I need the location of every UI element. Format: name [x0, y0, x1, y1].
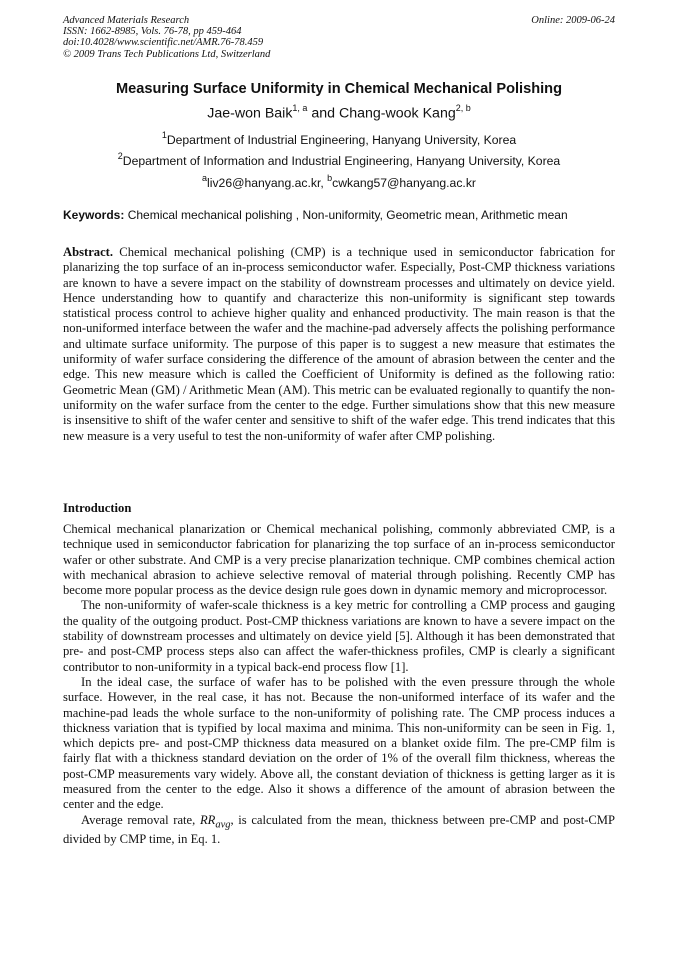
email-marker: b [327, 173, 333, 183]
affiliation-text: Department of Information and Industrial Engineering, Hanyang University, Korea [122, 154, 561, 169]
abstract [63, 245, 615, 444]
math-subscript: avg [215, 819, 231, 831]
paper-title: Measuring Surface Uniformity in Chemical Mechanical Polishing [115, 81, 563, 97]
keywords-label: Keywords: [63, 208, 125, 222]
math-variable: RR [199, 812, 216, 827]
author-emails [0, 174, 678, 190]
paragraph: The non-uniformity of wafer-scale thickness is a key metric for controlling a CMP process and gauging the quality of the outgoing product. Post-CMP thickness variations are known to have a severe impact on the stability of downstream processes and ultimately on device yield [5]. Although it has been demonstrated that pre- and post-CMP process steps also can affect the wafer-thickness profiles, CMP is clearly a significant contributor to non-uniformity in a typical back-end process flow [1]. [63, 598, 615, 674]
author-connector: and [307, 105, 339, 122]
affiliation-1 [0, 131, 678, 147]
author-superscript: 1, a [292, 103, 308, 113]
online-date: Online: 2009-06-24 [531, 15, 615, 26]
affiliation-marker: 2 [117, 151, 123, 161]
paragraph: In the ideal case, the surface of wafer has to be polished with the even pressure through the whole surface. However, in the real case, it has not. Because the non-uniformed interface of its wafer and the machine-pad leads the whole surface to the non-uniformity of polishing rate. The CMP process induces a thickness variation that is typified by local maxima and minima. This non-uniformity can be seen in Fig. 1, which depicts pre- and post-CMP thickness data measured on a blanket oxide film. The pre-CMP film is fairly flat with a thickness standard deviation on the order of 1% of the overall film thickness, whereas the post-CMP measurements vary widely. Above all, the constant deviation of thickness is getting larger as it is measured from the center to the edge. Also it shows a difference of the amount of abrasion between the center and the edge. [63, 674, 615, 812]
paragraph [63, 813, 615, 848]
author-superscript: 2, b [455, 103, 471, 113]
issn-line: ISSN: 1662-8985, Vols. 76-78, pp 459-464 [63, 26, 242, 38]
email-address[interactable]: cwkang57@hanyang.ac.kr [332, 176, 476, 191]
abstract-text: Chemical mechanical polishing (CMP) is a technique used in semiconductor fabrication for planarizing the top surface of an in-process semiconductor wafer. Especially, Post-CMP thickness variations are known to have a severe impact on the stability of downstream processes and ultimately on device yield. Hence understanding how to quantify and characterize this non-uniformity is significant step towards statistical process control to achieve higher quality and enhanced productivity. The main reason is that the non-uniformed interface between the wafer and the machine-pad adversely affects the polishing performance and ultimate surface uniformity. The purpose of this paper is to suggest a new measure that estimates the uniformity of wafer surface considering the difference of the amount of abrasion between the center and the edge. This new measure which is called the Coefficient of Uniformity is defined as the following ratio: Geometric Mean (GM) / Arithmetic Mean (AM). This metric can be evaluated regionally to quantify the non-uniformity on the wafer surface from the center to the edge. Further simulations show that this new measure is insensitive to shift of the wafer center and sensitive to shift of the wafer edge. This trend indicates that this new measure is a very useful to test the non-uniformity of wafer after CMP polishing. [63, 245, 615, 443]
email-address[interactable]: liv26@hanyang.ac.kr, [207, 176, 328, 191]
affiliation-2 [0, 152, 678, 168]
affiliation-text: Department of Industrial Engineering, Hanyang University, Korea [166, 133, 517, 148]
email-marker: a [202, 173, 208, 183]
paragraph: Chemical mechanical planarization or Chemical mechanical polishing, commonly abbreviated CMP, is a technique used in semiconductor fabrication for planarizing the top surface of an in-process semiconductor wafer or other substrate. And CMP is a very precise planarization technique. CMP combines chemical action with mechanical abrasion to achieve selective removal of material through polishing. Recently CMP has become more popular process as the device design rule goes down in dynamic memory and microprocessor. [63, 522, 615, 598]
affiliation-marker: 1 [161, 130, 167, 140]
keywords-line [63, 208, 623, 222]
copyright-line: © 2009 Trans Tech Publications Ltd, Switzerland [63, 48, 271, 60]
section-heading: Introduction [63, 501, 132, 515]
journal-header [63, 15, 615, 60]
journal-name: Advanced Materials Research [63, 15, 190, 26]
author-name: Jae-won Baik [207, 105, 293, 122]
abstract-label: Abstract. [63, 245, 114, 259]
paragraph-text: , is calculated from the mean, thickness between pre-CMP and post-CMP divided by CMP time, in Eq. 1. [63, 812, 615, 847]
paragraph-text: Average removal rate, [81, 812, 200, 827]
author-name: Chang-wook Kang [339, 105, 456, 122]
introduction-body [63, 522, 615, 848]
author-line [0, 104, 678, 122]
keywords-text: Chemical mechanical polishing , Non-uniformity, Geometric mean, Arithmetic mean [124, 208, 568, 222]
doi-line: doi:10.4028/www.scientific.net/AMR.76-78.459 [63, 37, 264, 49]
